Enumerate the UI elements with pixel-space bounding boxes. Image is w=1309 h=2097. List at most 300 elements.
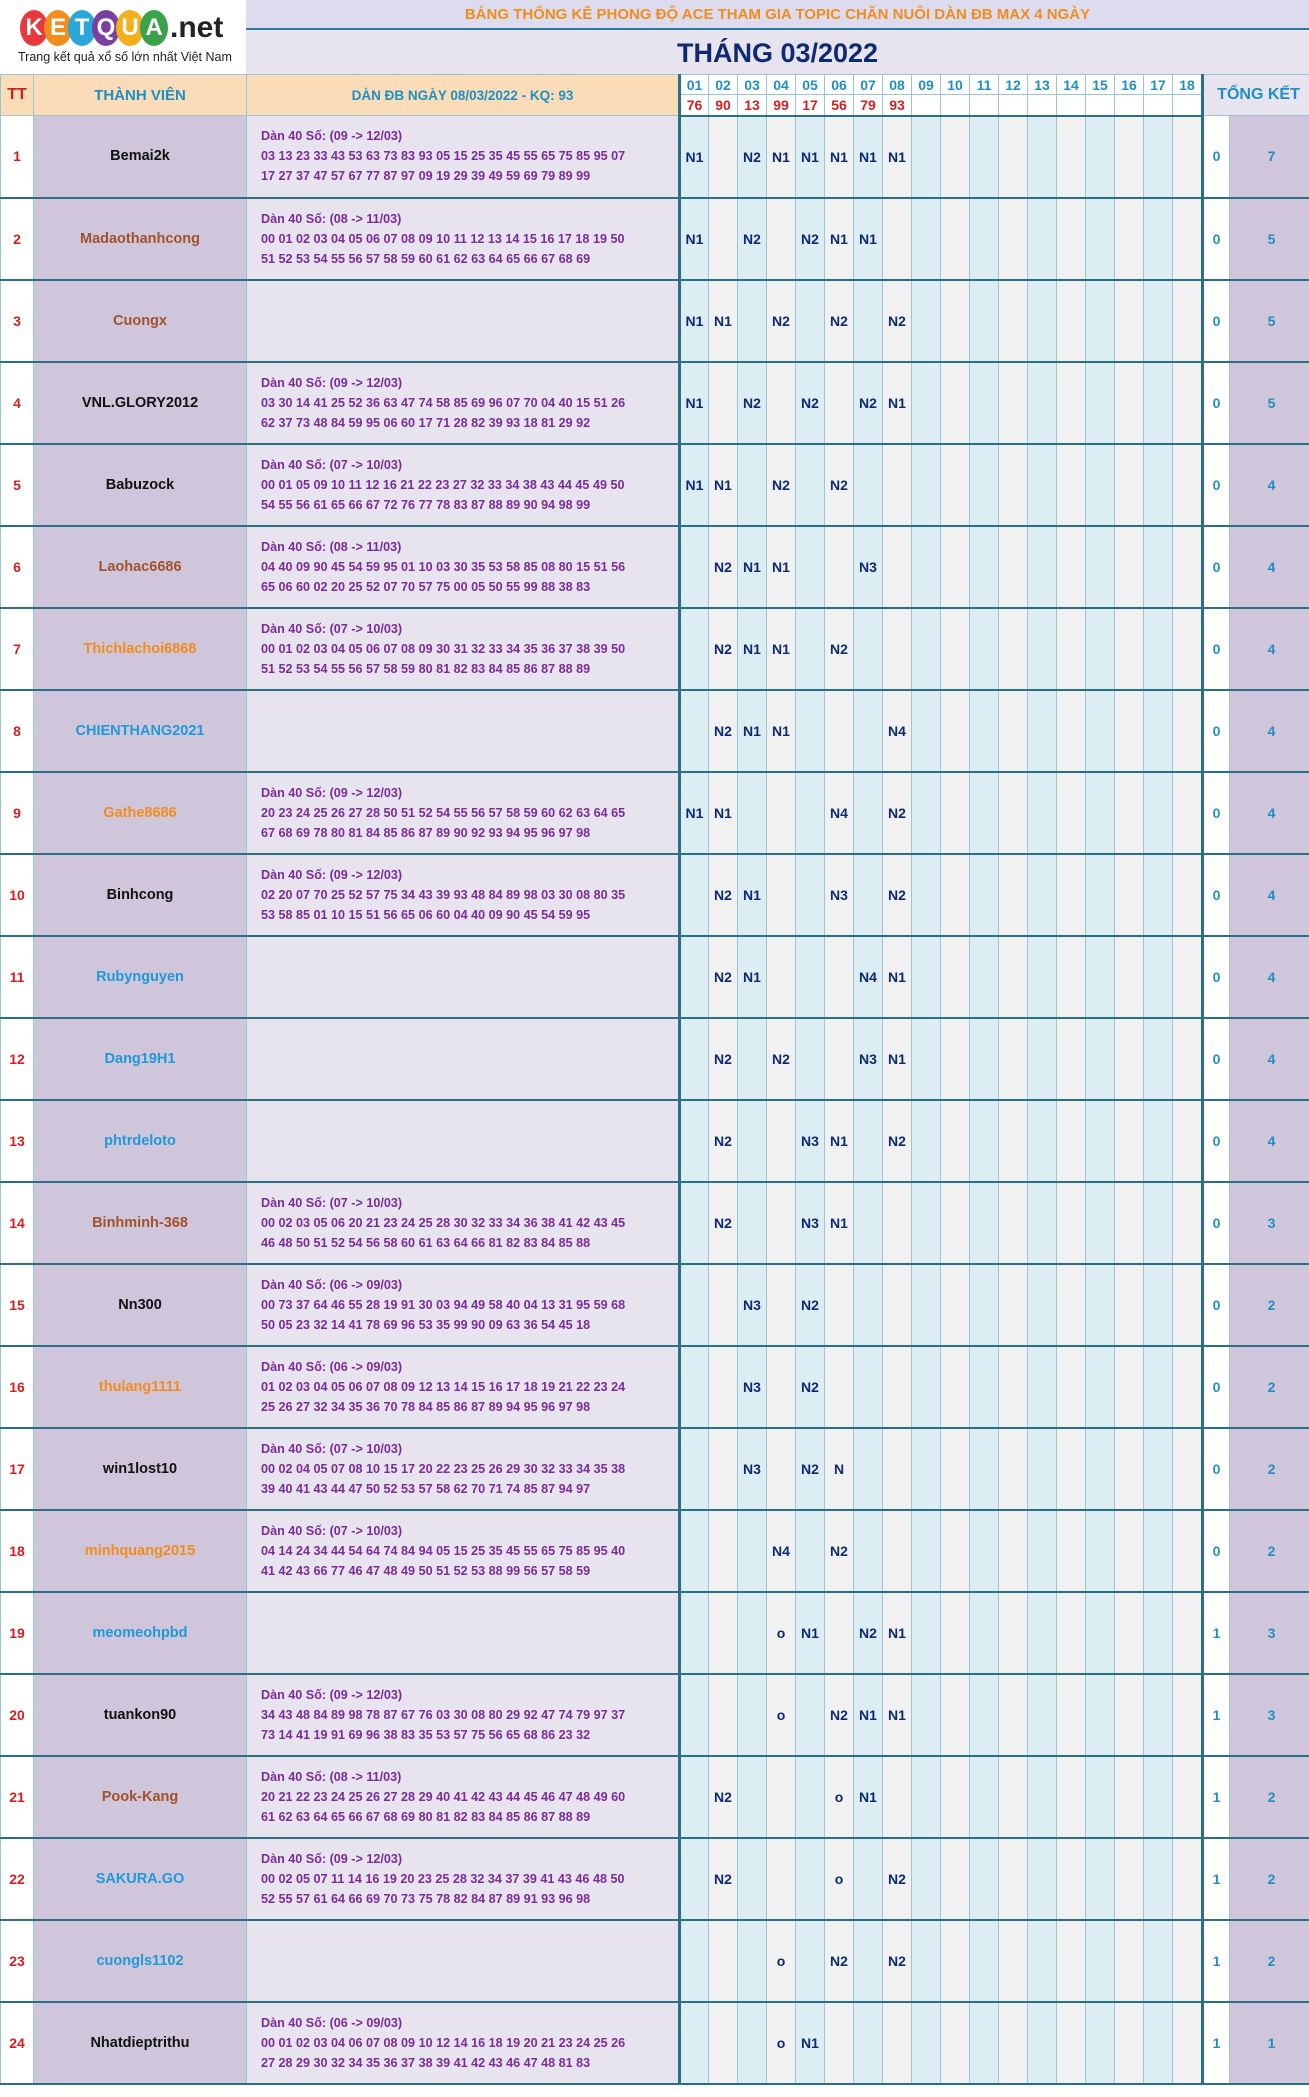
- day-cell: [941, 444, 970, 526]
- day-cell: o: [825, 1756, 854, 1838]
- member-name[interactable]: cuongls1102: [34, 1920, 247, 2002]
- day-cell: [1173, 1838, 1203, 1920]
- day-cell: [941, 280, 970, 362]
- day-cell: [970, 1100, 999, 1182]
- day-cell: N4: [767, 1510, 796, 1592]
- day-cell: [1086, 2002, 1115, 2084]
- day-cell: [970, 198, 999, 280]
- day-cell: [912, 1428, 941, 1510]
- day-cell: N1: [883, 936, 912, 1018]
- table-row: [1, 198, 1309, 280]
- day-cell: [1115, 1592, 1144, 1674]
- col-header-day-14: 14: [1057, 75, 1086, 95]
- day-cell: [1115, 444, 1144, 526]
- dan-range: Dàn 40 Số: (08 -> 11/03): [261, 211, 402, 226]
- row-number: 6: [1, 526, 34, 608]
- day-cell: [883, 2002, 912, 2084]
- day-cell: [1115, 936, 1144, 1018]
- day-cell: [883, 198, 912, 280]
- day-cell: [1057, 1100, 1086, 1182]
- dan-numbers: 17 27 37 47 57 67 77 87 97 09 19 29 39 49 59 69 79 89 99: [261, 169, 591, 184]
- day-cell: [709, 1920, 738, 2002]
- day-cell: [999, 1920, 1028, 2002]
- dan-cell: [247, 198, 680, 280]
- member-name[interactable]: Bemai2k: [34, 116, 247, 198]
- day-cell: [680, 936, 709, 1018]
- member-name[interactable]: Pook-Kang: [34, 1756, 247, 1838]
- day-cell: N2: [883, 1838, 912, 1920]
- day-cell: N1: [738, 608, 767, 690]
- day-cell: [912, 116, 941, 198]
- day-cell: [912, 608, 941, 690]
- day-cell: [680, 1592, 709, 1674]
- col-header-result: 76: [680, 95, 709, 116]
- day-cell: [1115, 1346, 1144, 1428]
- day-cell: [883, 1510, 912, 1592]
- day-cell: N1: [767, 690, 796, 772]
- day-cell: [883, 1182, 912, 1264]
- day-cell: N3: [854, 1018, 883, 1100]
- day-cell: [825, 1264, 854, 1346]
- day-cell: N1: [883, 116, 912, 198]
- day-cell: [883, 1346, 912, 1428]
- day-cell: [680, 690, 709, 772]
- day-cell: [1173, 526, 1203, 608]
- day-cell: N3: [854, 526, 883, 608]
- day-cell: [1144, 198, 1173, 280]
- day-cell: o: [767, 2002, 796, 2084]
- dan-range: Dàn 40 Số: (07 -> 10/03): [261, 621, 403, 636]
- day-cell: [912, 444, 941, 526]
- day-cell: [970, 280, 999, 362]
- col-header-result: [1057, 95, 1086, 116]
- day-cell: [1028, 772, 1057, 854]
- total-a: 0: [1203, 1428, 1230, 1510]
- total-a: 1: [1203, 1674, 1230, 1756]
- total-a: 0: [1203, 608, 1230, 690]
- dan-numbers: 04 14 24 34 44 54 64 74 84 94 05 15 25 35 45 55 65 75 85 95 40: [261, 1543, 626, 1558]
- day-cell: N: [825, 1428, 854, 1510]
- dan-numbers: 65 06 60 02 20 25 52 07 70 57 75 00 05 50 55 99 88 38 83: [261, 579, 591, 594]
- day-cell: [1086, 1100, 1115, 1182]
- dan-numbers: 54 55 56 61 65 66 67 72 76 77 78 83 87 88 89 90 94 98 99: [261, 497, 591, 512]
- day-cell: N1: [883, 1018, 912, 1100]
- day-cell: [1173, 1018, 1203, 1100]
- day-cell: [738, 1592, 767, 1674]
- day-cell: [1057, 1510, 1086, 1592]
- total-b: 2: [1230, 1920, 1309, 2002]
- member-name[interactable]: meomeohpbd: [34, 1592, 247, 1674]
- day-cell: [1115, 362, 1144, 444]
- day-cell: [1144, 1264, 1173, 1346]
- total-b: 2: [1230, 1346, 1309, 1428]
- day-cell: N2: [709, 690, 738, 772]
- day-cell: [1028, 280, 1057, 362]
- day-cell: [1057, 690, 1086, 772]
- col-header-result: 90: [709, 95, 738, 116]
- day-cell: N2: [767, 444, 796, 526]
- member-name[interactable]: phtrdeloto: [34, 1100, 247, 1182]
- day-cell: [999, 1264, 1028, 1346]
- day-cell: [854, 1510, 883, 1592]
- logo-tagline: Trang kết quả xổ số lớn nhất Việt Nam: [18, 50, 232, 64]
- day-cell: [1173, 608, 1203, 690]
- member-name[interactable]: Nhatdieptrithu: [34, 2002, 247, 2084]
- dan-cell: [247, 608, 680, 690]
- col-header-day-12: 12: [999, 75, 1028, 95]
- total-a: 0: [1203, 1100, 1230, 1182]
- dan-cell: [247, 936, 680, 1018]
- day-cell: N1: [883, 362, 912, 444]
- day-cell: N2: [767, 280, 796, 362]
- day-cell: [1144, 116, 1173, 198]
- day-cell: [709, 1592, 738, 1674]
- day-cell: [1028, 1592, 1057, 1674]
- day-cell: [709, 362, 738, 444]
- day-cell: [738, 1920, 767, 2002]
- day-cell: [1086, 1838, 1115, 1920]
- member-name[interactable]: CHIENTHANG2021: [34, 690, 247, 772]
- total-a: 1: [1203, 1838, 1230, 1920]
- day-cell: [1144, 1428, 1173, 1510]
- day-cell: [1144, 1838, 1173, 1920]
- day-cell: [999, 1838, 1028, 1920]
- day-cell: [854, 1838, 883, 1920]
- member-name[interactable]: thulang1111: [34, 1346, 247, 1428]
- day-cell: [1028, 1100, 1057, 1182]
- day-cell: [709, 2002, 738, 2084]
- day-cell: [709, 1510, 738, 1592]
- day-cell: [680, 1920, 709, 2002]
- member-name[interactable]: Madaothanhcong: [34, 198, 247, 280]
- member-name[interactable]: minhquang2015: [34, 1510, 247, 1592]
- day-cell: [970, 854, 999, 936]
- day-cell: o: [767, 1674, 796, 1756]
- dan-cell: [247, 1018, 680, 1100]
- total-b: 3: [1230, 1674, 1309, 1756]
- day-cell: [970, 1182, 999, 1264]
- day-cell: N1: [825, 116, 854, 198]
- day-cell: [941, 1264, 970, 1346]
- row-number: 5: [1, 444, 34, 526]
- day-cell: [1115, 854, 1144, 936]
- day-cell: N2: [709, 608, 738, 690]
- col-header-day-10: 10: [941, 75, 970, 95]
- logo-letter: K: [20, 10, 48, 46]
- row-number: 9: [1, 772, 34, 854]
- day-cell: [1144, 1182, 1173, 1264]
- dan-numbers: 52 55 57 61 64 66 69 70 73 75 78 82 84 87 89 91 93 96 98: [261, 1891, 591, 1906]
- day-cell: N2: [709, 854, 738, 936]
- day-cell: N1: [709, 444, 738, 526]
- day-cell: [1115, 116, 1144, 198]
- member-name[interactable]: Rubynguyen: [34, 936, 247, 1018]
- day-cell: [883, 444, 912, 526]
- day-cell: [854, 854, 883, 936]
- day-cell: [941, 1920, 970, 2002]
- day-cell: [1028, 1428, 1057, 1510]
- day-cell: [1057, 608, 1086, 690]
- day-cell: [709, 198, 738, 280]
- day-cell: [767, 772, 796, 854]
- day-cell: [1115, 608, 1144, 690]
- table-row: [1, 690, 1309, 772]
- col-header-result: 99: [767, 95, 796, 116]
- dan-cell: [247, 772, 680, 854]
- total-a: 0: [1203, 936, 1230, 1018]
- day-cell: [999, 1346, 1028, 1428]
- day-cell: [1028, 526, 1057, 608]
- day-cell: [854, 772, 883, 854]
- day-cell: [767, 1100, 796, 1182]
- member-name[interactable]: Babuzock: [34, 444, 247, 526]
- col-header-day-06: 06: [825, 75, 854, 95]
- day-cell: [941, 1674, 970, 1756]
- dan-numbers: 03 13 23 33 43 53 63 73 83 93 05 15 25 35 45 55 65 75 85 95 07: [261, 149, 626, 164]
- day-cell: [941, 362, 970, 444]
- day-cell: [1086, 526, 1115, 608]
- day-cell: [738, 1674, 767, 1756]
- day-cell: [941, 526, 970, 608]
- day-cell: [1173, 198, 1203, 280]
- member-name[interactable]: Nn300: [34, 1264, 247, 1346]
- col-header-result: [1028, 95, 1057, 116]
- ketqua-logo[interactable]: [0, 0, 246, 76]
- member-name[interactable]: Binhcong: [34, 854, 247, 936]
- day-cell: [1028, 1182, 1057, 1264]
- day-cell: [970, 1756, 999, 1838]
- col-header-result: 79: [854, 95, 883, 116]
- day-cell: [883, 526, 912, 608]
- day-cell: [1144, 1756, 1173, 1838]
- day-cell: [1115, 2002, 1144, 2084]
- col-header-dan: DÀN ĐB NGÀY 08/03/2022 - KQ: 93: [247, 75, 680, 116]
- row-number: 17: [1, 1428, 34, 1510]
- day-cell: o: [825, 1838, 854, 1920]
- logo-letter: U: [116, 10, 144, 46]
- day-cell: [912, 1920, 941, 2002]
- day-cell: [1086, 608, 1115, 690]
- day-cell: [1086, 690, 1115, 772]
- day-cell: N1: [854, 1756, 883, 1838]
- logo-letter: E: [44, 10, 72, 46]
- member-name[interactable]: VNL.GLORY2012: [34, 362, 247, 444]
- member-name[interactable]: SAKURA.GO: [34, 1838, 247, 1920]
- dan-numbers: 50 05 23 32 14 41 78 69 96 53 35 99 90 09 63 36 54 45 18: [261, 1317, 591, 1332]
- col-header-result: [999, 95, 1028, 116]
- day-cell: [767, 1346, 796, 1428]
- member-name[interactable]: Thichlachoi6868: [34, 608, 247, 690]
- day-cell: [767, 362, 796, 444]
- dan-cell: [247, 1264, 680, 1346]
- day-cell: N2: [883, 1920, 912, 2002]
- member-name[interactable]: tuankon90: [34, 1674, 247, 1756]
- day-cell: [912, 1264, 941, 1346]
- day-cell: [1173, 1100, 1203, 1182]
- day-cell: [1057, 1428, 1086, 1510]
- day-cell: [999, 1592, 1028, 1674]
- table-row: [1, 1182, 1309, 1264]
- dan-numbers: 51 52 53 54 55 56 57 58 59 60 61 62 63 64 65 66 67 68 69: [261, 251, 591, 266]
- logo-letter: A: [140, 10, 168, 46]
- day-cell: [1173, 1510, 1203, 1592]
- day-cell: [796, 526, 825, 608]
- day-cell: [738, 1756, 767, 1838]
- dan-cell: [247, 280, 680, 362]
- total-a: 0: [1203, 1264, 1230, 1346]
- day-cell: N1: [709, 280, 738, 362]
- row-number: 12: [1, 1018, 34, 1100]
- row-number: 22: [1, 1838, 34, 1920]
- member-name[interactable]: Cuongx: [34, 280, 247, 362]
- dan-numbers: 20 21 22 23 24 25 26 27 28 29 40 41 42 43 44 45 46 47 48 49 60: [261, 1789, 626, 1804]
- dan-range: Dàn 40 Số: (09 -> 12/03): [261, 375, 403, 390]
- day-cell: [1057, 854, 1086, 936]
- table-row: [1, 1428, 1309, 1510]
- table-row: [1, 2002, 1309, 2084]
- col-header-member: THÀNH VIÊN: [34, 75, 247, 116]
- day-cell: N2: [738, 362, 767, 444]
- member-name[interactable]: Gathe8686: [34, 772, 247, 854]
- dan-numbers: 00 02 03 05 06 20 21 23 24 25 28 30 32 33 34 36 38 41 42 43 45: [261, 1215, 626, 1230]
- day-cell: [1028, 116, 1057, 198]
- dan-numbers: 51 52 53 54 55 56 57 58 59 80 81 82 83 84 85 86 87 88 89: [261, 661, 591, 676]
- col-header-day-02: 02: [709, 75, 738, 95]
- day-cell: [999, 772, 1028, 854]
- day-cell: N2: [883, 854, 912, 936]
- day-cell: [680, 1674, 709, 1756]
- day-cell: N4: [854, 936, 883, 1018]
- dan-cell: [247, 444, 680, 526]
- day-cell: [1057, 936, 1086, 1018]
- day-cell: [1086, 854, 1115, 936]
- member-name[interactable]: Laohac6686: [34, 526, 247, 608]
- day-cell: [1173, 444, 1203, 526]
- day-cell: [941, 2002, 970, 2084]
- row-number: 21: [1, 1756, 34, 1838]
- member-name[interactable]: Dang19H1: [34, 1018, 247, 1100]
- day-cell: N2: [854, 1592, 883, 1674]
- day-cell: [1144, 362, 1173, 444]
- day-cell: [738, 1018, 767, 1100]
- day-cell: N2: [825, 1510, 854, 1592]
- day-cell: [999, 526, 1028, 608]
- day-cell: [680, 1510, 709, 1592]
- day-cell: [1173, 690, 1203, 772]
- member-name[interactable]: win1lost10: [34, 1428, 247, 1510]
- total-b: 4: [1230, 444, 1309, 526]
- day-cell: [1173, 936, 1203, 1018]
- day-cell: [1144, 690, 1173, 772]
- day-cell: [1115, 1756, 1144, 1838]
- day-cell: [1057, 362, 1086, 444]
- row-number: 11: [1, 936, 34, 1018]
- day-cell: [999, 2002, 1028, 2084]
- col-header-day-01: 01: [680, 75, 709, 95]
- total-a: 0: [1203, 772, 1230, 854]
- day-cell: [1057, 198, 1086, 280]
- dan-numbers: 39 40 41 43 44 47 50 52 53 57 58 62 70 71 74 85 87 94 97: [261, 1481, 591, 1496]
- day-cell: N1: [883, 1674, 912, 1756]
- day-cell: N2: [796, 1346, 825, 1428]
- day-cell: [738, 1510, 767, 1592]
- dan-numbers: 00 01 02 03 04 06 07 08 09 10 12 14 16 18 19 20 21 23 24 25 26: [261, 2035, 626, 2050]
- day-cell: [1173, 116, 1203, 198]
- row-number: 23: [1, 1920, 34, 2002]
- day-cell: [1086, 1018, 1115, 1100]
- day-cell: [1086, 936, 1115, 1018]
- dan-cell: [247, 116, 680, 198]
- day-cell: [912, 362, 941, 444]
- dan-cell: [247, 1182, 680, 1264]
- day-cell: N1: [680, 116, 709, 198]
- day-cell: [1144, 1674, 1173, 1756]
- day-cell: [1173, 1264, 1203, 1346]
- dan-numbers: 20 23 24 25 26 27 28 50 51 52 54 55 56 57 58 59 60 62 63 64 65: [261, 805, 626, 820]
- day-cell: [709, 1264, 738, 1346]
- col-header-tt: TT: [1, 75, 34, 116]
- day-cell: N2: [709, 1838, 738, 1920]
- total-a: 0: [1203, 280, 1230, 362]
- day-cell: [738, 444, 767, 526]
- member-name[interactable]: Binhminh-368: [34, 1182, 247, 1264]
- day-cell: [796, 444, 825, 526]
- dan-cell: [247, 2002, 680, 2084]
- day-cell: o: [767, 1920, 796, 2002]
- day-cell: N2: [709, 1182, 738, 1264]
- col-header-result: [1115, 95, 1144, 116]
- col-header-day-11: 11: [970, 75, 999, 95]
- day-cell: [941, 1510, 970, 1592]
- day-cell: [970, 1264, 999, 1346]
- table-row: [1, 1920, 1309, 2002]
- day-cell: [912, 526, 941, 608]
- dan-range: Dàn 40 Số: (09 -> 12/03): [261, 785, 403, 800]
- day-cell: [999, 116, 1028, 198]
- day-cell: [738, 1838, 767, 1920]
- dan-numbers: 61 62 63 64 65 66 67 68 69 80 81 82 83 84 85 86 87 88 89: [261, 1809, 591, 1824]
- day-cell: [738, 772, 767, 854]
- day-cell: [1086, 1182, 1115, 1264]
- day-cell: [738, 1182, 767, 1264]
- day-cell: N2: [796, 198, 825, 280]
- total-b: 2: [1230, 1264, 1309, 1346]
- day-cell: [680, 1100, 709, 1182]
- total-b: 3: [1230, 1182, 1309, 1264]
- day-cell: N1: [854, 1674, 883, 1756]
- table-row: [1, 444, 1309, 526]
- day-cell: [970, 690, 999, 772]
- dan-range: Dàn 40 Số: (08 -> 11/03): [261, 1769, 402, 1784]
- day-cell: N2: [825, 280, 854, 362]
- total-a: 0: [1203, 1182, 1230, 1264]
- day-cell: [854, 444, 883, 526]
- day-cell: [709, 1346, 738, 1428]
- day-cell: N1: [796, 116, 825, 198]
- dan-cell: [247, 1100, 680, 1182]
- day-cell: N2: [825, 444, 854, 526]
- row-number: 4: [1, 362, 34, 444]
- dan-cell: [247, 854, 680, 936]
- day-cell: [1144, 1018, 1173, 1100]
- total-a: 0: [1203, 116, 1230, 198]
- day-cell: [883, 1428, 912, 1510]
- day-cell: [1144, 772, 1173, 854]
- day-cell: [767, 198, 796, 280]
- day-cell: [1086, 1346, 1115, 1428]
- total-b: 4: [1230, 772, 1309, 854]
- col-header-day-18: 18: [1173, 75, 1203, 95]
